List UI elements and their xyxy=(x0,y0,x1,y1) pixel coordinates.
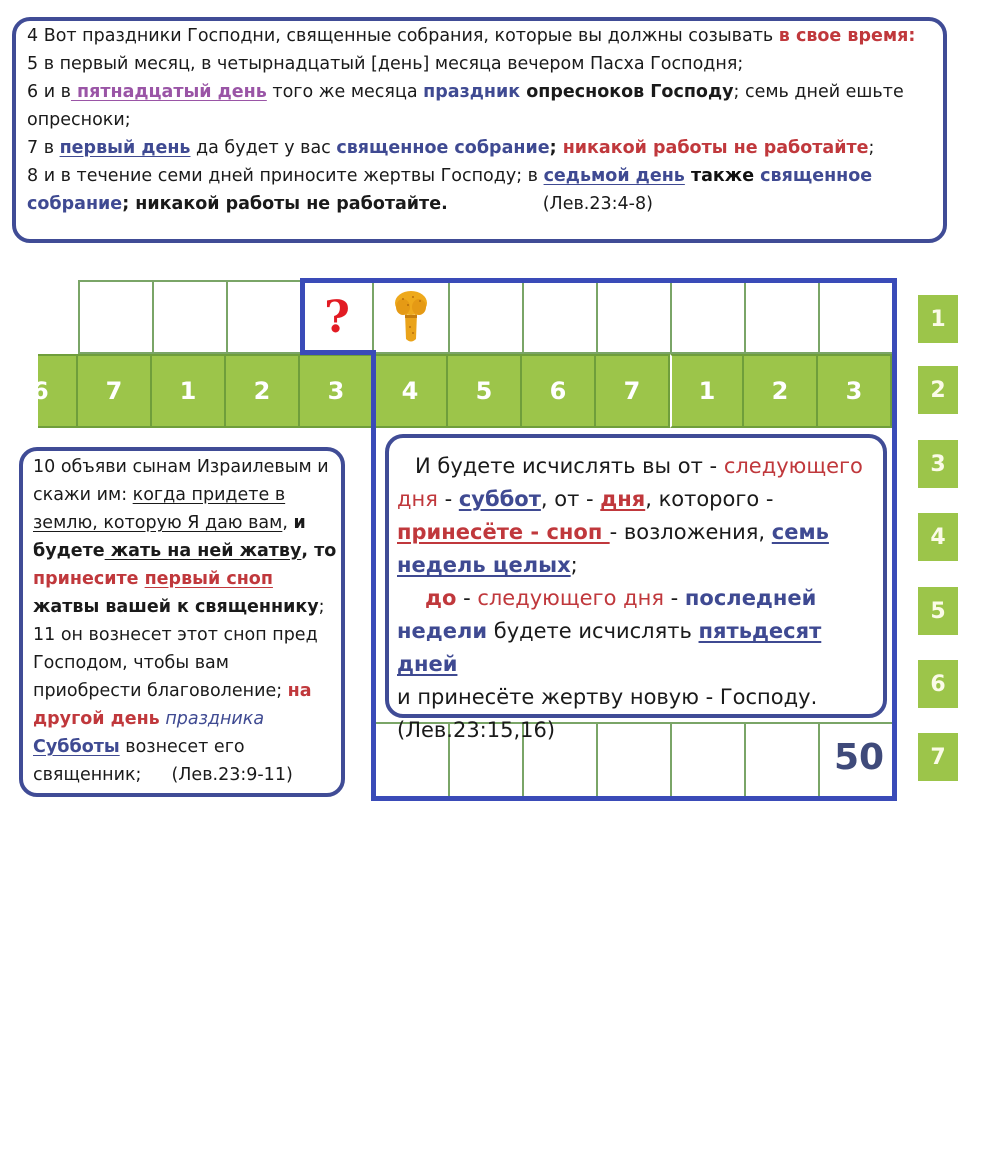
holy-convocation: священное собрание xyxy=(336,138,550,158)
first-sheaf: первый сноп xyxy=(144,569,273,589)
verse-8 xyxy=(27,162,927,218)
day-number: 1 xyxy=(698,377,716,405)
verse-6-text: того же месяца xyxy=(266,82,424,102)
day-number-cell xyxy=(744,354,818,428)
day-number: 6 xyxy=(32,377,49,405)
in-its-time: в свое время: xyxy=(778,26,916,46)
verse-10-text: , xyxy=(282,513,294,533)
count-period-outline-left xyxy=(371,350,376,801)
verse-6-text: ; семь дней ешьте опресноки; xyxy=(27,82,904,130)
verse-16-text: и принесёте жертву новую - Господу. xyxy=(397,685,818,709)
verse-8-text: 8 и в течение семи дней приносите жертвы Господу; в xyxy=(27,166,544,186)
verse-5-text: 5 в первый месяц, в четырнадцатый [день] месяца вечером Пасха Господня; xyxy=(27,54,744,74)
week-number: 5 xyxy=(930,598,946,624)
sheaf-cell xyxy=(372,280,450,354)
day-number: 2 xyxy=(771,377,789,405)
bring-sheaf: принесёте - сноп xyxy=(397,520,610,544)
day-number: 7 xyxy=(623,377,641,405)
week-number: 2 xyxy=(930,377,946,403)
day-number-cell xyxy=(818,354,892,428)
verse-10-text: ; xyxy=(318,597,325,617)
verse-15-text: - возложения, xyxy=(609,520,772,544)
verse-15-text: ; xyxy=(570,553,578,577)
day-number-cell xyxy=(78,354,152,428)
verse-11-text: вознесет его священник; xyxy=(33,737,245,785)
day-number: 3 xyxy=(845,377,863,405)
day-number-cell xyxy=(522,354,596,428)
to-priest: жатвы вашей к священнику xyxy=(33,597,319,617)
count-period-outline-step xyxy=(300,350,376,355)
calendar-cell xyxy=(152,280,228,354)
count-period-outline-right xyxy=(892,278,897,801)
question-cell xyxy=(300,280,374,354)
no-work-2: ; никакой работы не работайте. xyxy=(122,194,448,214)
holy-convocation-2: священное собрание xyxy=(27,166,873,214)
left-passage xyxy=(33,453,338,789)
week-number: 7 xyxy=(930,744,946,770)
week-number: 3 xyxy=(930,451,946,477)
day-number-cell xyxy=(226,354,300,428)
verse-7-text: ; xyxy=(868,138,875,158)
fifty-days: пятьдесят дней xyxy=(397,619,822,676)
day-number: 4 xyxy=(401,377,419,405)
day-word: дня xyxy=(600,487,646,511)
verse-15-text: И будете исчислять вы от - xyxy=(415,454,724,478)
verse-5 xyxy=(27,50,927,78)
top-passage xyxy=(27,22,927,218)
seven-full-weeks: семь недель целых xyxy=(397,520,829,577)
count-period-outline-left-upper xyxy=(300,278,305,354)
reference-lev-23-15-16: (Лев.23:15,16) xyxy=(397,718,556,742)
reference-lev-23-4-8: (Лев.23:4-8) xyxy=(542,194,653,214)
verse-11-text: 11 он вознесет этот сноп пред Господом, чтобы вам приобрести благоволение; xyxy=(33,625,318,701)
verse-4 xyxy=(27,22,927,50)
reap-harvest: жать на ней жатву xyxy=(104,541,302,561)
of-feast: праздника xyxy=(159,709,265,729)
week-number-badge xyxy=(918,587,958,635)
verse-16-text: - xyxy=(663,586,685,610)
unleavened-feast: опресноков Господу xyxy=(520,82,734,102)
calendar-cell xyxy=(744,280,820,354)
verse-10-text: , то xyxy=(301,541,337,561)
first-day: первый день xyxy=(59,138,191,158)
week-number-badge xyxy=(918,733,958,781)
day-50-label: 50 xyxy=(834,737,885,778)
calendar-cell xyxy=(522,280,598,354)
verse-7-text: 7 в xyxy=(27,138,60,158)
calendar-cell xyxy=(596,280,672,354)
calendar-cell xyxy=(670,280,746,354)
seventh-day: седьмой день xyxy=(543,166,685,186)
verse-15-text: , от - xyxy=(540,487,601,511)
verse-10-text: 10 объяви сынам Израилевым и скажи им: xyxy=(33,457,329,505)
day-number: 7 xyxy=(105,377,123,405)
day-number-cell xyxy=(670,354,744,428)
wheat-sheaf-icon xyxy=(393,289,429,345)
day-number-cell xyxy=(596,354,670,428)
verse-7-text: да будет у вас xyxy=(190,138,337,158)
week-number: 6 xyxy=(930,671,946,697)
verse-15-text: - xyxy=(437,487,459,511)
sabbath: Субботы xyxy=(33,737,120,757)
calendar-cell xyxy=(226,280,302,354)
next-day-phrase-2: следующего дня xyxy=(477,586,664,610)
week-number-badge xyxy=(918,513,958,561)
verse-6 xyxy=(27,78,927,134)
day-number-cell xyxy=(152,354,226,428)
week-number-badge xyxy=(918,440,958,488)
count-period-outline-bottom xyxy=(371,796,897,801)
feast-word: праздник xyxy=(423,82,521,102)
verse-6-text: 6 и в xyxy=(27,82,71,102)
calendar-cell xyxy=(78,280,154,354)
day-number: 5 xyxy=(475,377,493,405)
verse-7-text: ; xyxy=(549,138,563,158)
fifteenth-day: пятнадцатый день xyxy=(70,82,267,102)
also-word: также xyxy=(684,166,761,186)
day-number-cell xyxy=(448,354,522,428)
question-mark-icon: ? xyxy=(324,291,350,343)
next-day-phrase: следующего дня xyxy=(397,454,863,511)
day-number: 6 xyxy=(549,377,567,405)
verse-15-text: , которого - xyxy=(645,487,774,511)
verse-7 xyxy=(27,134,927,162)
calendar-cell xyxy=(448,280,524,354)
last-week: последней недели xyxy=(397,586,817,643)
day-number: 1 xyxy=(179,377,197,405)
week-number-badge xyxy=(918,295,958,343)
reference-lev-23-9-11: (Лев.23:9-11) xyxy=(171,765,293,785)
sabbaths: суббот xyxy=(458,487,541,511)
next-day: на другой день xyxy=(33,681,312,729)
day-number: 2 xyxy=(253,377,271,405)
day-number-cell xyxy=(32,354,78,428)
middle-passage xyxy=(397,450,879,747)
verse-16-text: будете исчислять xyxy=(487,619,699,643)
week-number-badge xyxy=(918,660,958,708)
week-number: 4 xyxy=(930,524,946,550)
week-number: 1 xyxy=(930,306,946,332)
verse-16-text: - xyxy=(456,586,478,610)
verse-4-text: 4 Вот праздники Господни, священные собрания, которые вы должны созывать xyxy=(27,26,779,46)
week-number-badge xyxy=(918,366,958,414)
when-you-come: когда придете в землю, которую Я даю вам xyxy=(33,485,286,533)
no-work: никакой работы не работайте xyxy=(562,138,869,158)
day-number: 3 xyxy=(327,377,345,405)
until-word: до xyxy=(425,586,457,610)
calendar-cell xyxy=(818,280,894,354)
and-you-will: и будете xyxy=(33,513,306,561)
count-period-outline-top xyxy=(300,278,896,283)
day-number-cell xyxy=(374,354,448,428)
bring: принесите xyxy=(33,569,145,589)
day-number-cell xyxy=(300,354,374,428)
